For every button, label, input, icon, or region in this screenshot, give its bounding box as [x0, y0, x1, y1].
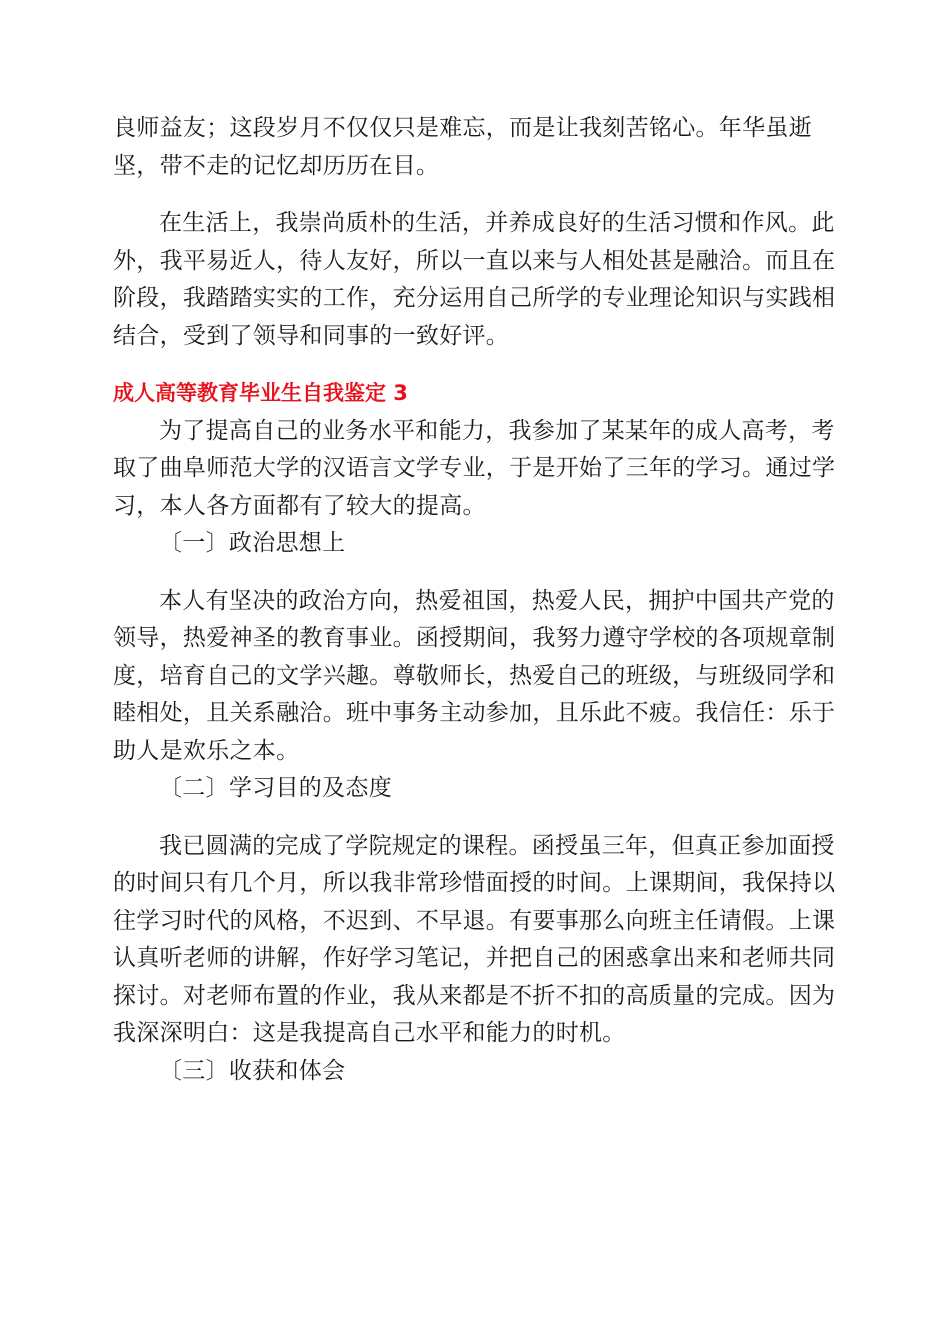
- subheading-gains: 〔三〕收获和体会: [159, 1057, 346, 1084]
- intro-paragraph: 良师益友；这段岁月不仅仅只是难忘，而是让我刻苦铭心。年华虽逝坚，带不走的记忆却历历在目。: [113, 115, 812, 179]
- politics-paragraph: 本人有坚决的政治方向，热爱祖国，热爱人民，拥护中国共产党的领导，热爱神圣的教育事业。函授期间，我努力遵守学校的各项规章制度，培育自己的文学兴趣。尊敬师长，热爱自己的班级，与班级同学和睦相处，且关系融洽。班中事务主动参加，且乐此不疲。我信任：乐于助人是欢乐之本。: [113, 587, 836, 764]
- study-paragraph: 我已圆满的完成了学院规定的课程。函授虽三年，但真正参加面授的时间只有几个月，所以我非常珍惜面授的时间。上课期间，我保持以往学习时代的风格，不迟到、不早退。有要事那么向班主任请假。上课认真听老师的讲解，作好学习笔记，并把自己的困惑拿出来和老师共同探讨。对老师布置的作业，我从来都是不折不扣的高质量的完成。因为我深深明白：这是我提高自己水平和能力的时机。: [113, 832, 836, 1046]
- life-paragraph: 在生活上，我崇尚质朴的生活，并养成良好的生活习惯和作风。此外，我平易近人，待人友好，所以一直以来与人相处甚是融洽。而且在阶段，我踏踏实实的工作，充分运用自己所学的专业理论知识与实践相结合，受到了领导和同事的一致好评。: [113, 210, 836, 349]
- section-intro-paragraph: 为了提高自己的业务水平和能力，我参加了某某年的成人高考，考取了曲阜师范大学的汉语言文学专业，于是开始了三年的学习。通过学习，本人各方面都有了较大的提高。: [113, 417, 836, 519]
- subheading-study: 〔二〕学习目的及态度: [159, 775, 392, 801]
- subheading-politics: 〔一〕政治思想上: [159, 530, 346, 556]
- document-body: [113, 110, 838, 1090]
- section-title: 成人高等教育毕业生自我鉴定 3: [113, 381, 408, 405]
